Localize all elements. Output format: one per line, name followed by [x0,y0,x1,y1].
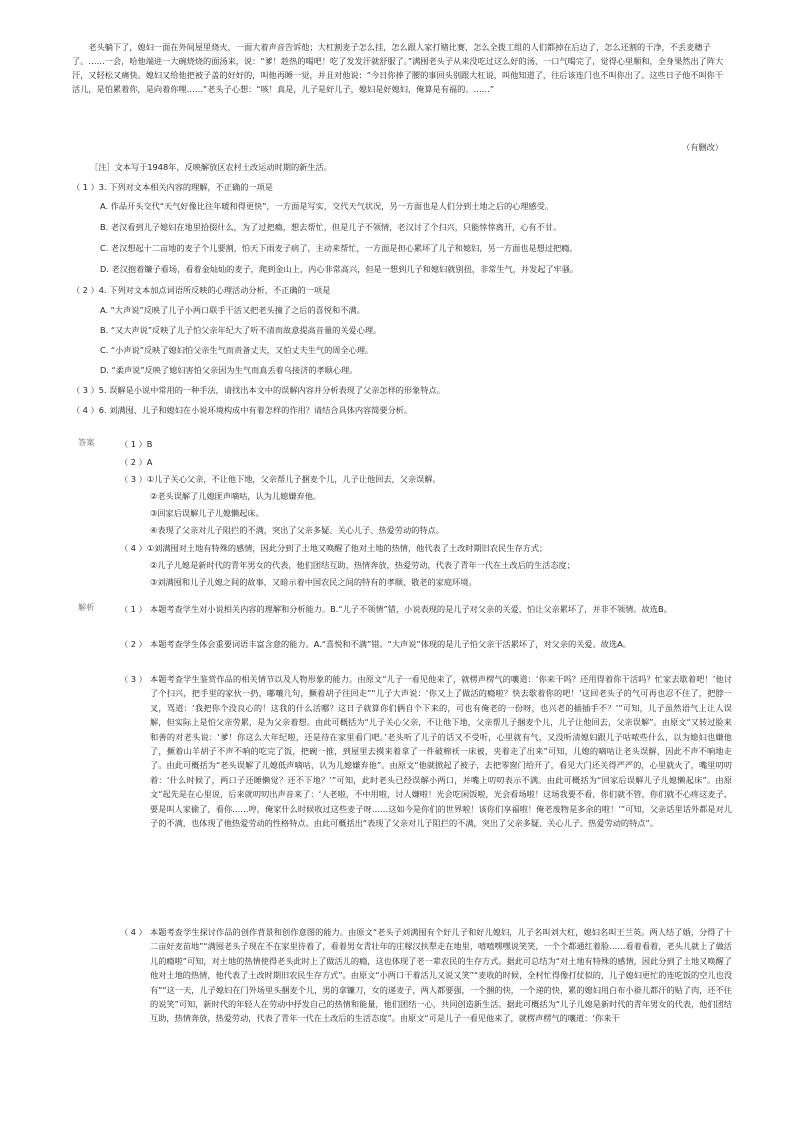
source-note: （有删改） [682,142,723,152]
question-2-option-d: D. “柔声说”反映了媳妇害怕父亲因为生气而真丢着乌接济的孝顺心理。 [100,365,358,375]
question-3: （ 3 ）5. 误解是小说中常用的一种手法，请找出本文中的误解内容并分析表现了父亲怎样的形象特点。 [72,385,445,395]
analysis-1-number: （ 1 ） [120,604,147,614]
question-1-option-a: A. 作品开头交代“天气好像比往年暖和得更快”，一方面是写实，交代天气状况，另一方面也是人们分到土地之后的心理感受。 [100,201,554,211]
analysis-4-number: （ 4 ） [120,927,147,937]
answer-2: （ 2 ）A [120,457,153,467]
analysis-2-number: （ 2 ） [120,639,147,649]
answer-1: （ 1 ）B [120,439,153,449]
story-paragraph: 老头躺下了，媳妇一面在外间屋里烧火，一面大着声音告诉他；大杠割麦子怎么挂，怎么跟人家打赌比赛，怎么全拨工组的人们都掉在后边了，怎么还割的干净，不丢麦穗子了。……一会，哈他端进一大碗烧烧的面汤来，说：“爹！趁热的喝吧！吃了发发汗就舒服了。”满囤老头子从来没吃过这么好的汤，一口气喝完了，觉得心里顺和，全身果然出了阵大汗，又轻松又痛快。媳妇又给他把被子盖的好好的，叫他再睡一觉，并且对他说：“今日你捧了腰的事回头别跟大杠说，叫他知道了，往后该连门也不叫你出了。这些日子他不叫你干活儿，是怕累着你，是向着你哩……”老头子心想：“咳！真是，儿子是好儿子，媳妇是好媳妇，俺算是有福的。……” [72,42,724,94]
footnote: ［注］文本写于1948年，反映解放区农村土改运动时期的新生活。 [90,162,332,172]
analysis-3-number: （ 3 ） [120,674,147,684]
analysis-4: 本题考查学生探讨作品的创作背景和创作意图的能力。由原文“老头子刘满囤有个好儿子和好儿媳妇，儿子名叫刘大杠，媳妇名叫王兰英。两人结了婚，分得了十二亩好麦苗地”“满囤老头子现在不在家里待着了，看着男女青壮年的庄稼汉扶犁走在地里，嘻嘻嘿嘿说笑笑，一个个都通红着脸……看着看着，老头儿就上了做活儿的瘾啦”可知，对土地的热情使得老头此时上了做活儿的瘾，这也体现了老一辈农民的生存方式。据此可总结为“对土地有特殊的感情，因此分到了土地又唤醒了他对土地的热情，他代表了土改时期旧农民生存方式”。由原文“小两口干着活儿又说又笑”“麦收的时候，全村忙得像打仗似的，儿子媳妇更忙的连吃饭的空儿也没有”“这一天，儿子媳妇在门外场里头捆麦个儿，男的拿镰刀，女的递麦子，两人都要强，一个捆的快，一个递的快，累的媳妇用白布小褂儿都汗的贴了肉，还不住的说笑”可知，新时代的年轻人在劳动中抒发自己的热情和能量，他们团结一心，共同创造新生活。据此可概括为“儿子儿媳是新时代的青年男女的代表，他们团结互助，热情奔放，热爱劳动，代表了青年一代在土改后的生活态度”。由原文“可是儿子一看见他来了，就楞声楞气的嚷道：‘你来干 [150,927,732,1024]
question-4: （ 4 ）6. 刘满囤、儿子和媳妇在小说环境构成中有着怎样的作用？请结合具体内容简要分析。 [72,405,413,415]
analysis-2: 本题考查学生体会重要词语丰富含意的能力。A.“喜悦和不满”错。“大声说”体现的是儿子怕父亲干活累坏了，对父亲的关爱。故选A。 [150,639,631,649]
question-2-option-a: A. “大声说”反映了儿子小两口联手干活又把老头撞了之后的喜悦和不满。 [100,305,365,315]
analysis-label: 解析 [78,602,95,612]
question-2-option-c: C. “小声说”反映了媳妇怕父亲生气而责备丈夫，又怕丈夫生气的周全心理。 [100,345,374,355]
question-1-option-d: D. 老汉抱着镰子看场，看着金灿灿的麦子，爬到金山上，内心非常高兴，但是一想到儿子和媳妇就别扭，非常生气，并发起了牢骚。 [100,264,579,274]
answer-4-line-1: （ 4 ）①刘满囤对土地有特殊的感情，因此分到了土地又唤醒了他对土地的热情，他代表了土改时期旧农民生存方式； [120,543,548,553]
question-1-option-c: C. 老汉想起十二亩地的麦子个儿要割，怕天下雨麦子病了，主动来帮忙，一方面是担心累坏了儿子和媳妇，另一方面也是想过把瘾。 [100,243,578,253]
answer-3-line-4: ④表现了父亲对儿子阻拦的不满，突出了父亲多疑、关心儿子、热爱劳动的特点。 [150,525,444,535]
analysis-1: 本题考查学生对小说相关内容的理解和分析能力。B.“儿子不领情”错，小说表现的是儿子对父亲的关爱，怕让父亲累坏了，并非不领情。故选B。 [150,604,672,614]
answer-4-line-2: ②儿子儿媳是新时代的青年男女的代表，他们团结互助，热情奔放，热爱劳动，代表了青年一代在土改后的生活态度； [150,560,575,570]
answer-3-line-2: ②老头误解了儿媳匪声嘀咕，认为儿媳嫌弃他。 [150,491,322,501]
answer-3-line-1: （ 3 ）①儿子关心父亲，不让他下地，父亲帮儿子捆麦个儿，儿子让他回去，父亲误解。 [120,474,441,484]
question-2-option-b: B. “又大声说”反映了儿子怕父亲年纪大了听不清而故意提高音量的关爱心理。 [100,325,382,335]
answer-4-line-3: ③刘满囤和儿子儿媳之间的故事，又暗示着中国农民之间的特有的孝顺、敬老的家庭环境。 [150,577,477,587]
answer-3-line-3: ③回家后误解儿子儿媳懒起床。 [150,508,264,518]
question-2-stem: （ 2 ）4. 下列对文本加点词语所反映的心理活动分析，不正确的一项是 [72,285,331,295]
analysis-3: 本题考查学生鉴赏作品的相关情节以及人物形象的能力。由原文“儿子一看见他来了，就楞声楞气的嚷道：‘你来干吗？还用得着你干活吗？忙家去歇着吧！’他讨了个扫兴，把手里的家伙一扔，嘟嚷几句，撅着胡子往回走”“儿子大声说：‘你又上了做活的瘾啦？快去歇着你的吧！’这回老头子的气可再也忍不住了，把脖一叉，骂道：‘我把你个没良心的！这我的什么活哪？这日子就算你们俩自个下来的，可也有俺老的一份呀，也兴老的插插手不？’”可知，儿子虽然语气上让人误解，但实际上是怕父亲劳累，是为父亲着想。由此可概括为“儿子关心父亲，不让他下地，父亲帮儿子捆麦个儿，儿子让他回去，父亲误解”。由原文“又转过脸来和善的对老头说：‘爹！你这么大年纪啦，还是待在家里看门吧。’老头听了儿子的话又不受听，心里就有气，又没听清媳妇跟儿子咕哝些什么，以为媳妇也嫌他了，撅着山羊胡子不声不响的吃完了饭，把碗一推，到屋里去摸来着拿了一件破棉袄一床被，夹着走了出来”可知，儿媳的嘀咕让老头误解，因此不声不响地走了。由此可概括为“老头误解了儿媳低声嘀咕，认为儿媳嫌弃他”。由原文“他就掀起了被子，去把零窗门给开了，看见大门还关得严严的，心里就火了，嘴里叨叨着：‘什么时候了，两口子还睡懒觉？还不下地？’”可知，此时老头已经误解小两口，并嘴上叨叨表示不满。由此可概括为“回家后误解儿子儿媳懒起床”。由原文“起先是在心里说，后来就叨叨出声音来了：‘人老啦，不中用啦，讨人嫌啦！光会吃闲饭啦，光会看场啦！这场我要不看，你们就不管，你们就不心疼这麦子，要是叫人家偷了，看你……哼，俺家什么时候收过这些麦子呀……这如今是你们的世界啦！该你们享福啦！俺老废物是多余的啦！’”可知，父亲话里话外都是对儿子的不满，也体现了他热爱劳动的性格特点。由此可概括出“表现了父亲对儿子阻拦的不满，突出了父亲多疑、关心儿子、热爱劳动的特点”。 [150,674,732,829]
question-1-stem: （ 1 ）3. 下列对文本相关内容的理解，不正确的一项是 [72,182,273,192]
question-1-option-b: B. 老汉看到儿子媳妇在地里拾掇什么，为了过把瘾，想去帮忙，但是儿子不领情，老汉讨了个扫兴，只能悻悻离开，心有不甘。 [100,222,562,232]
answer-label: 答案 [78,437,95,447]
